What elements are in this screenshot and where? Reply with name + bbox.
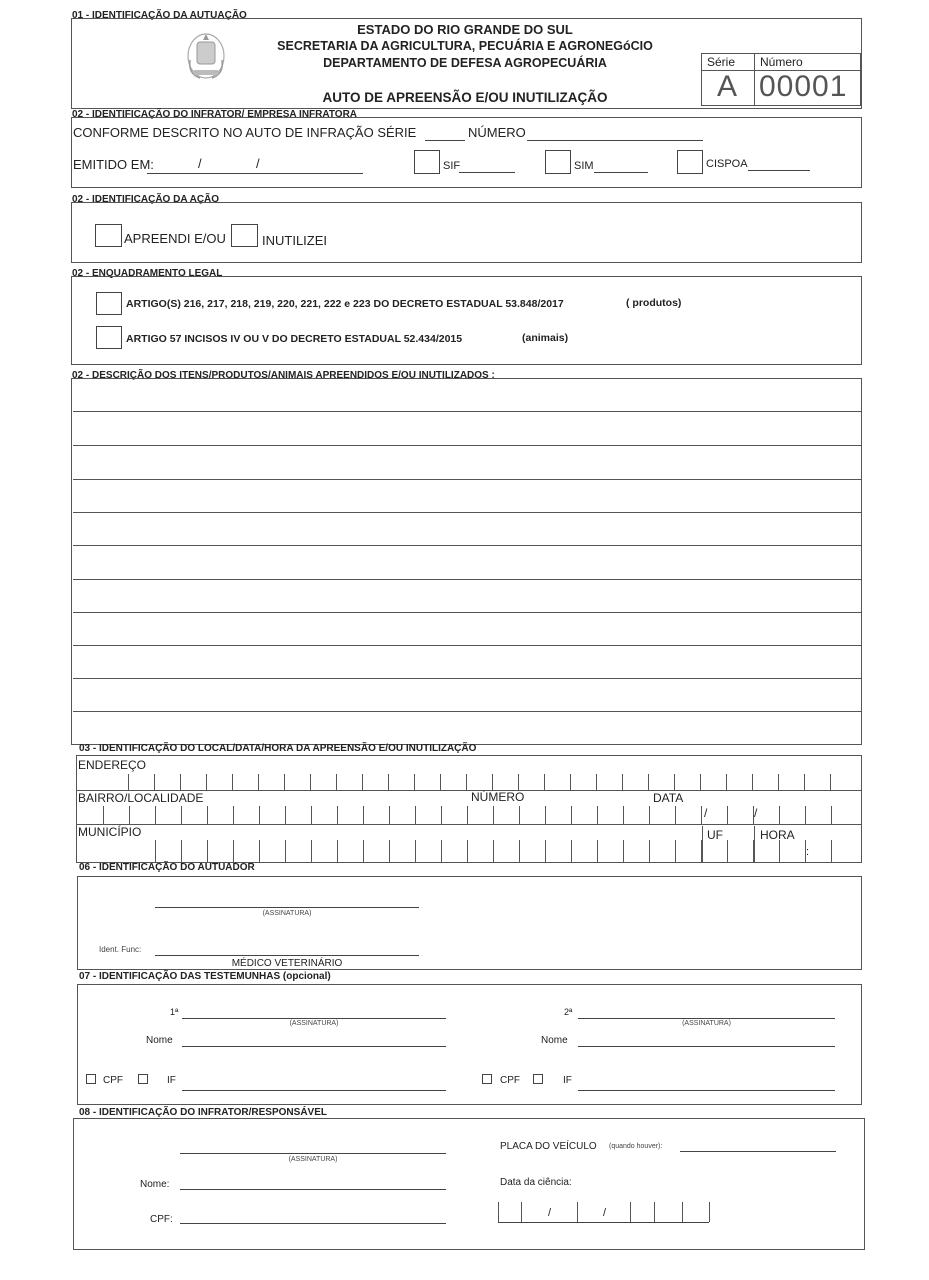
infrator-nome-field[interactable] xyxy=(180,1189,446,1190)
char-box-divider xyxy=(597,840,598,862)
section-02-acao-title: 02 - IDENTIFICAÇÃO DA AÇÃO xyxy=(72,194,220,205)
sif-label: SIF xyxy=(443,160,461,172)
char-box-divider xyxy=(571,840,572,862)
emitido-date-field[interactable] xyxy=(147,173,363,174)
ciencia-slash: / xyxy=(603,1207,607,1219)
header-secretaria: SECRETARIA DA AGRICULTURA, PECUÁRIA E AGRONEGóCIO xyxy=(277,39,653,53)
numero-infracao-label: NÚMERO xyxy=(468,125,526,140)
serie-field[interactable] xyxy=(425,140,465,141)
char-box-divider xyxy=(103,806,104,824)
section-03-box xyxy=(76,755,862,863)
char-box-divider xyxy=(709,1202,710,1222)
char-box-divider xyxy=(570,774,571,790)
testemunha-1-assinatura-label: (ASSINATURA) xyxy=(289,1020,339,1027)
char-box-divider xyxy=(311,840,312,862)
char-box-divider xyxy=(128,774,129,790)
char-box-divider xyxy=(752,774,753,790)
char-box-divider xyxy=(232,774,233,790)
char-box-divider xyxy=(649,840,650,862)
ident-func-label: Ident. Func: xyxy=(99,945,142,954)
char-box-divider xyxy=(493,806,494,824)
artigo-animais-checkbox[interactable] xyxy=(96,326,122,349)
char-box-divider xyxy=(155,806,156,824)
char-box-divider xyxy=(206,774,207,790)
char-box-divider xyxy=(388,774,389,790)
char-box-divider xyxy=(779,840,780,862)
char-box-divider xyxy=(285,840,286,862)
char-box-divider xyxy=(577,1202,578,1222)
artigo-animais-note: (animais) xyxy=(522,332,569,344)
endereco-label: ENDEREÇO xyxy=(78,758,147,772)
char-box-divider xyxy=(649,806,650,824)
apreendi-checkbox[interactable] xyxy=(95,224,122,247)
infrator-assinatura-label: (ASSINATURA) xyxy=(288,1156,338,1163)
date-slash: / xyxy=(198,156,202,171)
conforme-label: CONFORME DESCRITO NO AUTO DE INFRAÇÃO SÉRIE xyxy=(73,125,417,140)
char-box-divider xyxy=(414,774,415,790)
char-box-divider xyxy=(284,774,285,790)
char-box-divider xyxy=(363,840,364,862)
char-box-divider xyxy=(207,806,208,824)
descricao-line xyxy=(73,711,861,712)
char-box-divider xyxy=(259,840,260,862)
char-box-divider xyxy=(805,840,806,862)
char-box-divider xyxy=(336,774,337,790)
header-department: DEPARTAMENTO DE DEFESA AGROPECUÁRIA xyxy=(323,56,607,70)
testemunha-2-if-checkbox[interactable] xyxy=(533,1074,543,1084)
hora-label: HORA xyxy=(760,828,795,842)
testemunha-2-cpf-label: CPF xyxy=(500,1075,520,1086)
char-box-divider xyxy=(804,774,805,790)
char-box-divider xyxy=(545,840,546,862)
form-title: AUTO DE APREENSÃO E/OU INUTILIZAÇÃO xyxy=(322,90,608,105)
section-08-title: 08 - IDENTIFICAÇÃO DO INFRATOR/RESPONSÁVEL xyxy=(79,1107,327,1118)
char-box-divider xyxy=(805,806,806,824)
char-box-divider xyxy=(498,1202,499,1222)
testemunha-1-nome-field[interactable] xyxy=(182,1046,446,1047)
testemunha-1-nome-label: Nome xyxy=(146,1035,173,1046)
char-box-divider xyxy=(259,806,260,824)
section-03-title: 03 - IDENTIFICAÇÃO DO LOCAL/DATA/HORA DA APREENSÃO E/OU INUTILIZAÇÃO xyxy=(79,743,477,754)
char-box-divider xyxy=(519,840,520,862)
testemunha-2-assinatura-label: (ASSINATURA) xyxy=(682,1020,731,1027)
char-box-divider xyxy=(466,774,467,790)
descricao-line xyxy=(73,579,861,580)
descricao-itens-table xyxy=(71,378,862,745)
testemunha-2-signature-line[interactable] xyxy=(578,1018,835,1019)
char-box-divider xyxy=(389,840,390,862)
testemunha-2-cpf-checkbox[interactable] xyxy=(482,1074,492,1084)
rs-state-emblem-icon xyxy=(184,30,228,82)
char-box-divider xyxy=(441,840,442,862)
descricao-line xyxy=(73,479,861,480)
char-box-divider xyxy=(363,806,364,824)
char-box-divider xyxy=(467,840,468,862)
char-box-divider xyxy=(207,840,208,862)
char-box-divider xyxy=(654,1202,655,1222)
section-02-enquadramento-title: 02 - ENQUADRAMENTO LEGAL xyxy=(72,268,223,279)
char-box-divider xyxy=(154,774,155,790)
section-07-title: 07 - IDENTIFICAÇÃO DAS TESTEMUNHAS (opcional) xyxy=(79,971,331,982)
descricao-line xyxy=(73,645,861,646)
testemunha-2-doc-field[interactable] xyxy=(578,1090,835,1091)
hora-colon: : xyxy=(806,846,810,858)
serie-label: Série xyxy=(707,55,736,69)
numero-infracao-field[interactable] xyxy=(527,140,703,141)
testemunha-2-nome-field[interactable] xyxy=(578,1046,835,1047)
section-07-box xyxy=(77,984,862,1105)
bairro-label: BAIRRO/LOCALIDADE xyxy=(78,791,204,805)
sim-checkbox[interactable] xyxy=(545,150,571,174)
char-box-divider xyxy=(519,806,520,824)
char-box-divider xyxy=(545,806,546,824)
section-08-box xyxy=(73,1118,865,1250)
section-02-enquadramento-box xyxy=(71,276,862,365)
infrator-nome-label: Nome: xyxy=(140,1179,170,1190)
char-box-divider xyxy=(337,840,338,862)
data-slash: / xyxy=(754,806,758,820)
char-box-divider xyxy=(675,806,676,824)
char-box-divider xyxy=(415,806,416,824)
infrator-signature-line[interactable] xyxy=(180,1153,446,1154)
data-ciencia-field[interactable] xyxy=(498,1222,709,1223)
char-box-divider xyxy=(233,806,234,824)
char-box-divider xyxy=(623,806,624,824)
char-box-divider xyxy=(831,806,832,824)
char-box-divider xyxy=(754,826,755,862)
numero-value: 00001 xyxy=(759,70,848,103)
infrator-cpf-label: CPF: xyxy=(150,1214,173,1225)
char-box-divider xyxy=(181,806,182,824)
placa-label: PLACA DO VEÍCULO xyxy=(500,1141,597,1152)
cispoa-label: CISPOA xyxy=(706,158,748,170)
autuador-signature-line[interactable] xyxy=(155,907,419,908)
char-box-divider xyxy=(129,806,130,824)
testemunha-1-signature-line[interactable] xyxy=(182,1018,446,1019)
descricao-line xyxy=(73,545,861,546)
ident-func-field[interactable] xyxy=(155,955,419,956)
char-box-divider xyxy=(440,774,441,790)
artigo-produtos-checkbox[interactable] xyxy=(96,292,122,315)
char-box-divider xyxy=(467,806,468,824)
artigo-produtos-note: ( produtos) xyxy=(626,297,682,309)
artigo-animais-label: ARTIGO 57 INCISOS IV OU V DO DECRETO ESTADUAL 52.434/2015 xyxy=(126,333,463,345)
char-box-divider xyxy=(727,840,728,862)
char-box-divider xyxy=(285,806,286,824)
char-box-divider xyxy=(701,806,702,824)
section-02-infrator-title: 02 - IDENTIFICAÇÃO DO INFRATOR/ EMPRESA INFRATORA xyxy=(72,109,358,120)
char-box-divider xyxy=(622,774,623,790)
section-01-title: 01 - IDENTIFICAÇÃO DA AUTUAÇÃO xyxy=(72,10,247,21)
sif-field[interactable] xyxy=(459,172,515,173)
data-slash: / xyxy=(704,806,708,820)
emitido-label: EMITIDO EM: xyxy=(73,157,154,172)
char-box-divider xyxy=(831,840,832,862)
sim-field[interactable] xyxy=(594,172,648,173)
sim-label: SIM xyxy=(574,160,594,172)
uf-label: UF xyxy=(707,828,723,842)
testemunha-1-doc-field[interactable] xyxy=(182,1090,446,1091)
char-box-divider xyxy=(675,840,676,862)
artigo-produtos-label: ARTIGO(S) 216, 217, 218, 219, 220, 221, 222 e 223 DO DECRETO ESTADUAL 53.848/2017 xyxy=(126,298,564,310)
sif-checkbox[interactable] xyxy=(414,150,440,174)
testemunha-1-cpf-label: CPF xyxy=(103,1075,123,1086)
testemunha-1-if-label: IF xyxy=(167,1075,176,1086)
header-state: ESTADO DO RIO GRANDE DO SUL xyxy=(357,22,573,37)
numero-local-label: NÚMERO xyxy=(471,790,525,804)
descricao-line xyxy=(73,678,861,679)
testemunha-2-label: 2ª xyxy=(564,1007,573,1017)
char-box-divider xyxy=(648,774,649,790)
inutilizei-checkbox[interactable] xyxy=(231,224,258,247)
testemunha-1-if-checkbox[interactable] xyxy=(138,1074,148,1084)
data-label: DATA xyxy=(653,791,684,805)
testemunha-1-cpf-checkbox[interactable] xyxy=(86,1074,96,1084)
section-02-descricao-title: 02 - DESCRIÇÃO DOS ITENS/PRODUTOS/ANIMAIS APREENDIDOS E/OU INUTILIZADOS : xyxy=(72,370,495,381)
descricao-line xyxy=(73,612,861,613)
placa-field[interactable] xyxy=(680,1151,836,1152)
char-box-divider xyxy=(700,774,701,790)
char-box-divider xyxy=(181,840,182,862)
char-box-divider xyxy=(674,774,675,790)
char-box-divider xyxy=(623,840,624,862)
char-box-divider xyxy=(389,806,390,824)
descricao-line xyxy=(73,512,861,513)
testemunha-1-label: 1ª xyxy=(170,1007,179,1017)
char-box-divider xyxy=(180,774,181,790)
cispoa-checkbox[interactable] xyxy=(677,150,703,174)
char-box-divider xyxy=(493,840,494,862)
descricao-line xyxy=(73,411,861,412)
char-box-divider xyxy=(441,806,442,824)
char-box-divider xyxy=(596,774,597,790)
char-box-divider xyxy=(682,1202,683,1222)
date-slash: / xyxy=(256,156,260,171)
numero-label: Número xyxy=(760,55,803,69)
char-box-divider xyxy=(310,774,311,790)
char-box-divider xyxy=(727,806,728,824)
section-06-title: 06 - IDENTIFICAÇÃO DO AUTUADOR xyxy=(79,862,255,873)
char-box-divider xyxy=(155,840,156,862)
char-box-divider xyxy=(778,774,779,790)
char-box-divider xyxy=(258,774,259,790)
char-box-divider xyxy=(337,806,338,824)
char-box-divider xyxy=(630,1202,631,1222)
inutilizei-label: INUTILIZEI xyxy=(262,233,328,248)
testemunha-2-nome-label: Nome xyxy=(541,1035,568,1046)
char-box-divider xyxy=(702,826,703,862)
serie-value: A xyxy=(717,70,738,103)
char-box-divider xyxy=(492,774,493,790)
data-ciencia-label: Data da ciência: xyxy=(500,1177,572,1188)
apreendi-label: APREENDI E/OU xyxy=(124,231,226,246)
placa-note: (quando houver): xyxy=(609,1143,663,1150)
char-box-divider xyxy=(830,774,831,790)
char-box-divider xyxy=(362,774,363,790)
char-box-divider xyxy=(544,774,545,790)
char-box-divider xyxy=(726,774,727,790)
char-box-divider xyxy=(311,806,312,824)
cispoa-field[interactable] xyxy=(748,170,810,171)
char-box-divider xyxy=(779,806,780,824)
municipio-label: MUNICÍPIO xyxy=(78,825,142,839)
infrator-cpf-field[interactable] xyxy=(180,1223,446,1224)
ciencia-slash: / xyxy=(548,1207,552,1219)
char-box-divider xyxy=(571,806,572,824)
char-box-divider xyxy=(597,806,598,824)
descricao-line xyxy=(73,445,861,446)
char-box-divider xyxy=(521,1202,522,1222)
autuador-assinatura-label: (ASSINATURA) xyxy=(262,910,312,917)
testemunha-2-if-label: IF xyxy=(563,1075,572,1086)
char-box-divider xyxy=(233,840,234,862)
char-box-divider xyxy=(415,840,416,862)
char-box-divider xyxy=(518,774,519,790)
medico-veterinario-label: MÉDICO VETERINÁRIO xyxy=(231,958,343,969)
